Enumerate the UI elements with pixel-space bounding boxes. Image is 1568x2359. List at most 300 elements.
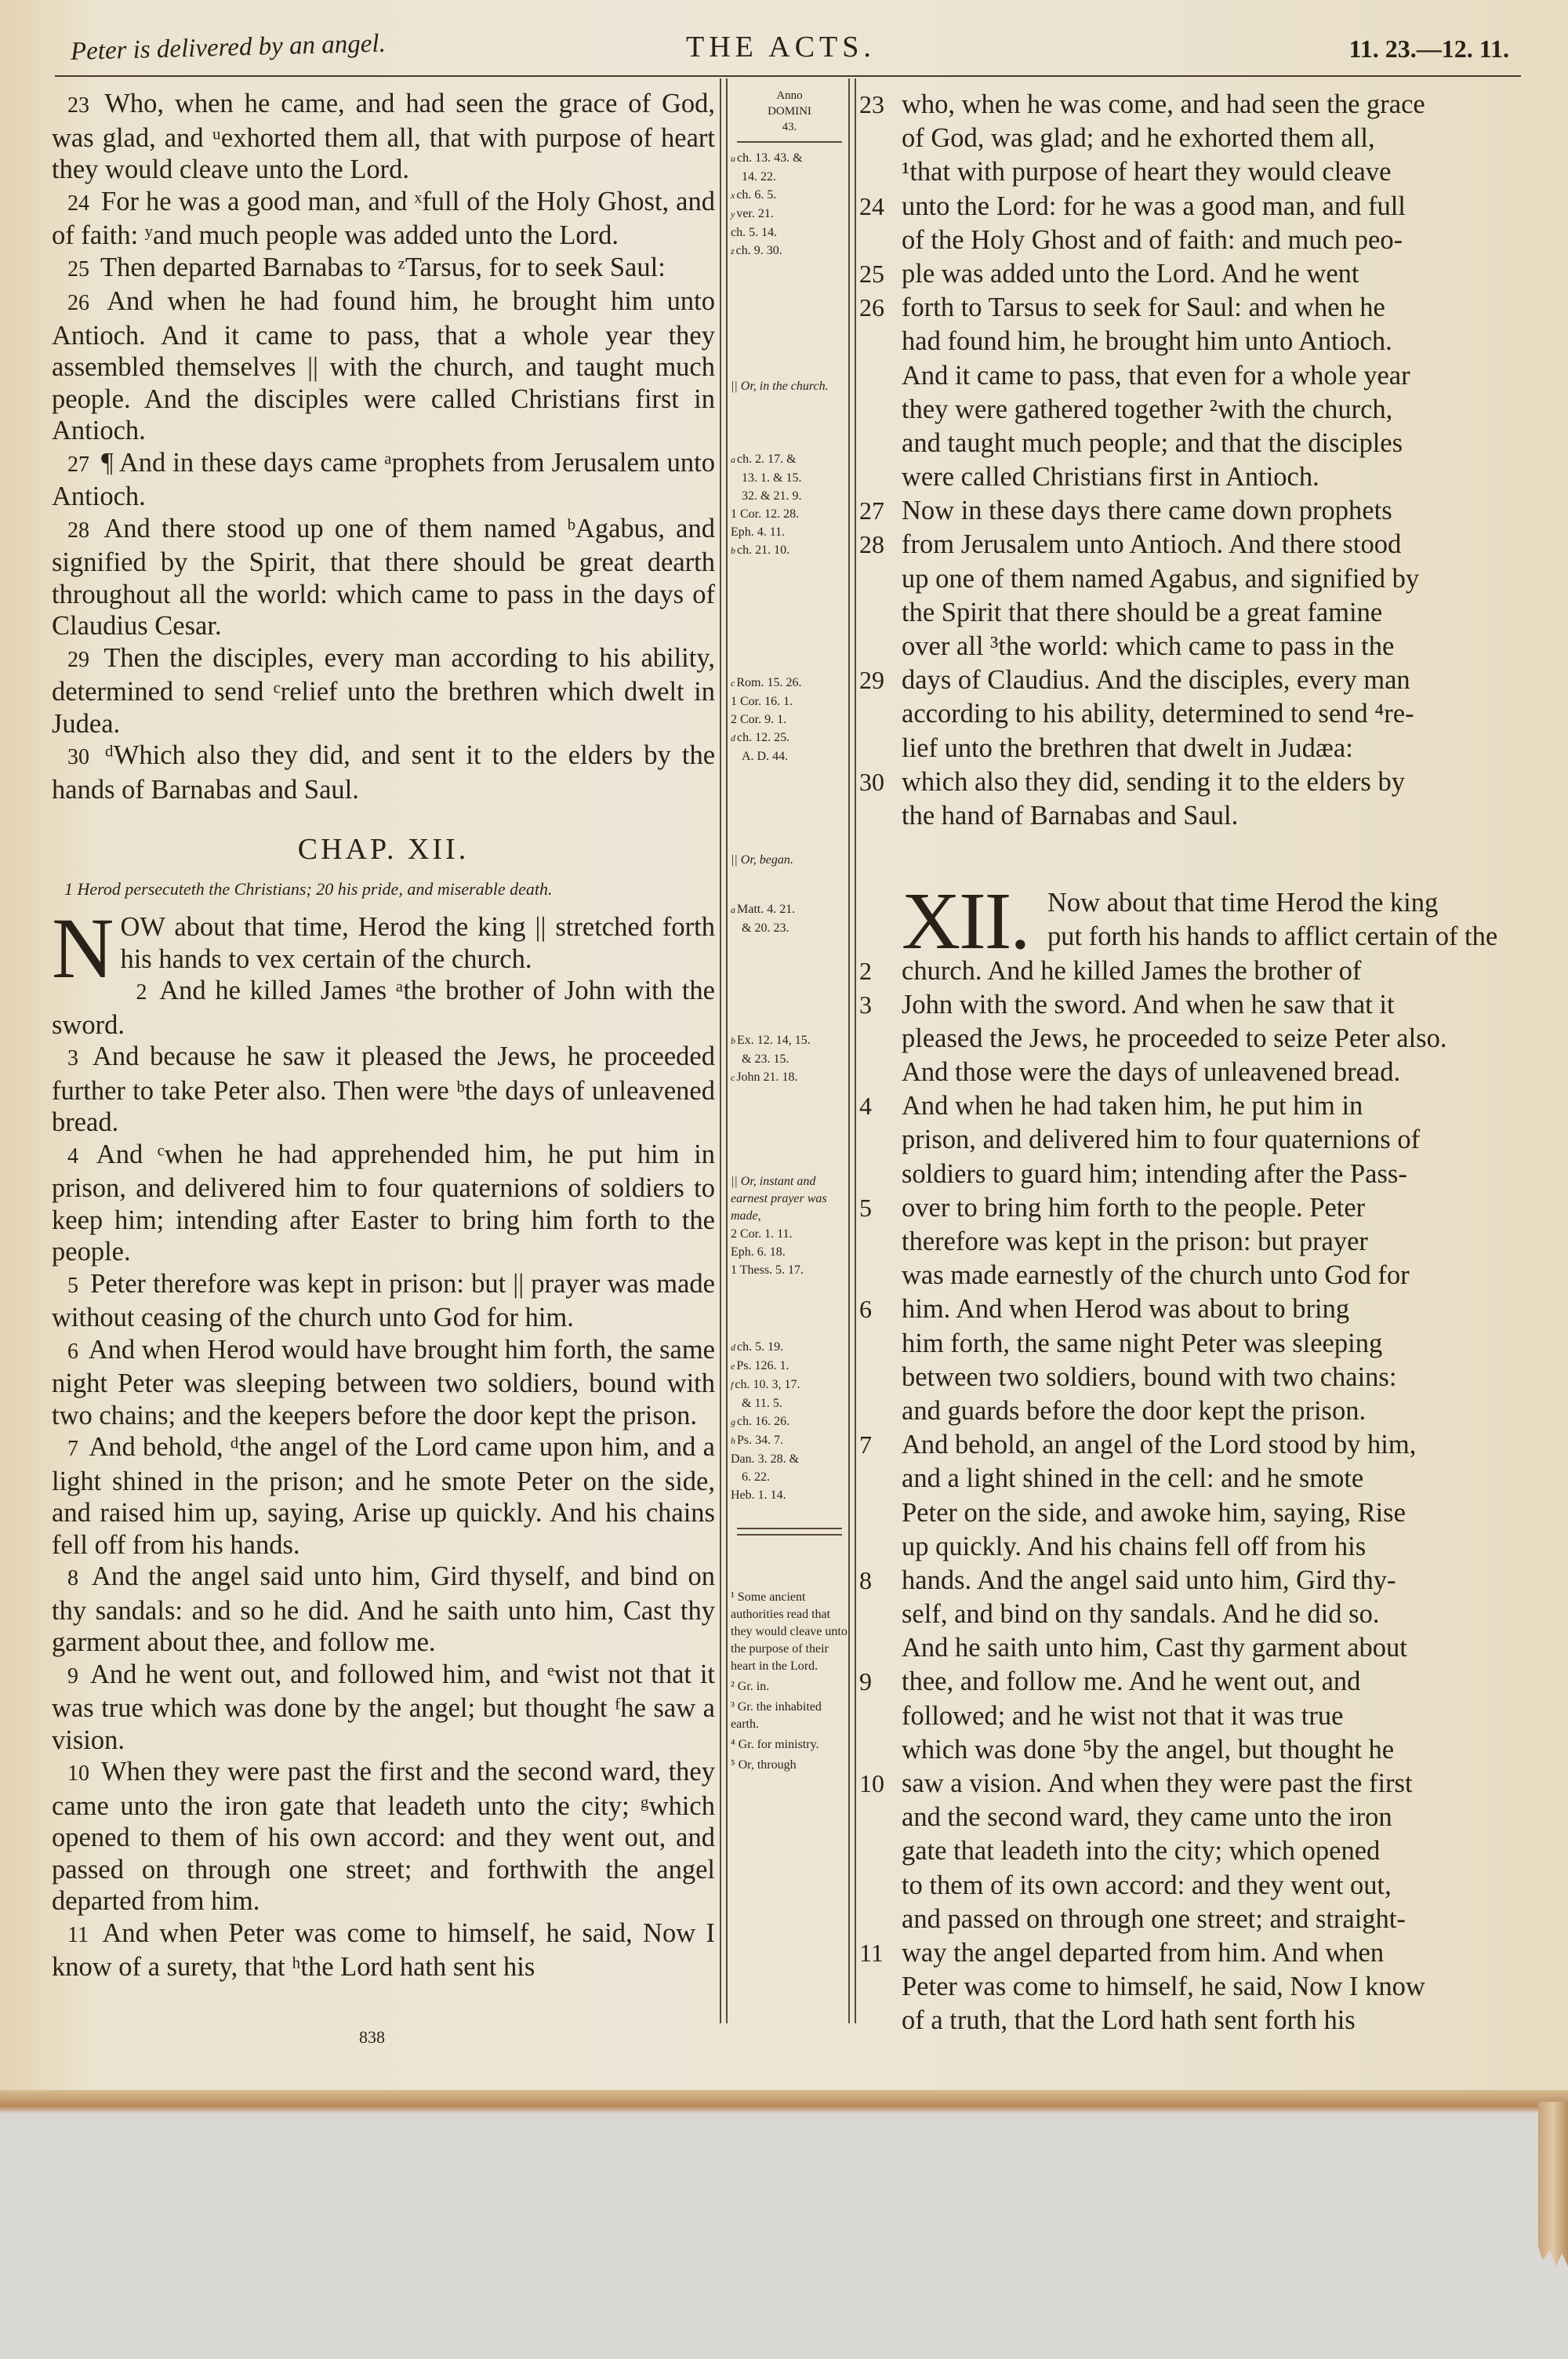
margin-refs: [731, 900, 848, 937]
reference-mark: a: [731, 454, 735, 465]
bookmark-ribbon: [1538, 2102, 1568, 2266]
rv-verse-number: 27: [859, 496, 884, 525]
verse: [52, 1756, 715, 1917]
verse: [52, 1334, 715, 1432]
anno-label: Anno: [776, 89, 803, 102]
rv-line: [859, 1292, 1518, 1326]
rv-verse-number: 9: [859, 1667, 872, 1696]
rv-line-text: pleased the Jews, he proceeded to seize Peter also.: [902, 1023, 1447, 1053]
rv-verse-number: 11: [859, 1938, 884, 1967]
verse-text: Peter therefore was kept in prison: but || prayer was made without ceasing of the church unto God for him.: [52, 1268, 715, 1332]
reference-text: 2 Cor. 9. 1.: [731, 713, 787, 726]
verse: [52, 186, 715, 252]
domini-label: DOMINI: [768, 105, 811, 118]
verse: [52, 1041, 715, 1139]
rv-verse-number: 7: [859, 1430, 872, 1459]
margin-reference: [731, 1486, 848, 1504]
verse-text: When they were past the first and the second ward, they came unto the iron gate that leadeth unto the city; ᵍwhich opened to them of his own accord: and they went out, and passed on through one street; and forthwith the angel departed from him.: [52, 1757, 715, 1916]
rv-line-text: And when he had taken him, he put him in: [902, 1091, 1363, 1121]
rv-line-text: thee, and follow me. And he went out, and: [902, 1667, 1361, 1697]
rv-verse-number: 4: [859, 1092, 872, 1121]
rv-line: [859, 427, 1518, 460]
page-edge: [0, 2090, 1568, 2114]
verse: [52, 1561, 715, 1659]
rv-line-text: forth to Tarsus to seek for Saul: and when he: [902, 293, 1385, 323]
reference-text: ver. 21.: [736, 207, 774, 220]
verse-text: And the angel said unto him, Gird thyself, and bind on thy sandals: and so he did. And he saith unto him, Cast thy garment about thee, and follow me.: [52, 1561, 715, 1657]
verse-text: And he went out, and followed him, and ᵉwist not that it was true which was done by the angel; but thought ᶠhe saw a vision.: [52, 1659, 715, 1755]
rv-line-text: ple was added unto the Lord. And he went: [902, 258, 1359, 289]
rv-line-text: ¹that with purpose of heart they would cleave: [902, 157, 1392, 187]
verse-text: And when Herod would have brought him forth, the same night Peter was sleeping between two soldiers, bound with two chains; and the keepers before the door kept the prison.: [52, 1334, 715, 1430]
margin-reference: [731, 674, 848, 692]
rv-line-text: from Jerusalem unto Antioch. And there stood: [902, 529, 1402, 560]
rv-line-text: up quickly. And his chains fell off from his: [902, 1531, 1367, 1561]
rv-line: [859, 1699, 1518, 1733]
rv-footnote: ³ Gr. the inhabited earth.: [731, 1700, 822, 1731]
rv-footnote: ⁴ Gr. for ministry.: [731, 1738, 819, 1751]
rv-line-text: self, and bind on thy sandals. And he did so.: [902, 1599, 1380, 1630]
margin-reference: [731, 487, 848, 505]
reference-text: 14. 22.: [742, 170, 776, 184]
verse-number: 24: [67, 191, 89, 216]
rv-line-text: over to bring him forth to the people. Peter: [902, 1192, 1366, 1223]
rv-line-text: the hand of Barnabas and Saul.: [902, 800, 1239, 831]
rv-line: [859, 663, 1518, 697]
rv-line: [859, 1361, 1518, 1394]
rv-footnote: ⁵ Or, through: [731, 1758, 797, 1772]
verse: [52, 447, 715, 513]
reference-mark: c: [731, 678, 735, 689]
rv-chapter-11-lines: [859, 88, 1518, 833]
reference-text: Eph. 6. 18.: [731, 1245, 786, 1259]
reference-text: & 20. 23.: [742, 921, 789, 935]
margin-reference: [731, 1050, 848, 1068]
reference-mark: h: [731, 1435, 735, 1446]
margin-reference: [731, 1068, 848, 1087]
rv-verse-number: 3: [859, 990, 872, 1019]
rv-chapter-12-lines: [859, 876, 1518, 2037]
rv-line: [859, 122, 1518, 155]
margin-rule: [737, 1534, 842, 1536]
chapter-summary: 1 Herod persecuteth the Christians; 20 his pride, and miserable death.: [64, 878, 553, 899]
book-title: THE ACTS.: [686, 31, 876, 64]
reference-text: ch. 9. 30.: [735, 244, 782, 257]
verse-text: Then departed Barnabas to ᶻTarsus, for to seek Saul:: [100, 252, 666, 282]
rv-line: [859, 325, 1518, 358]
rv-verse-number: 26: [859, 293, 884, 322]
reference-mark: x: [731, 190, 735, 201]
margin-rule: [737, 141, 842, 143]
reference-mark: g: [731, 1416, 735, 1427]
rv-verse-number: 6: [859, 1295, 872, 1324]
margin-reference: [731, 1225, 848, 1243]
margin-reference: [731, 900, 848, 919]
verse-text: ᵈWhich also they did, and sent it to the elders by the hands of Barnabas and Saul.: [52, 740, 716, 805]
verse: [52, 1268, 715, 1334]
rv-line: [859, 1869, 1518, 1903]
rv-verse-number: 5: [859, 1193, 872, 1222]
reference-mark: u: [731, 153, 735, 164]
rv-line: [859, 257, 1518, 291]
chapter-range: 11. 23.—12. 11.: [1348, 35, 1509, 63]
rv-line-text: hands. And the angel said unto him, Gird thy-: [902, 1565, 1396, 1595]
rv-line-text: way the angel departed from him. And when: [902, 1937, 1385, 1968]
rv-verse-number: 24: [859, 191, 884, 220]
verse: [52, 642, 715, 740]
rv-line-text: up one of them named Agabus, and signified by: [902, 563, 1420, 594]
reference-text: ch. 5. 14.: [731, 226, 778, 239]
reference-text: Eph. 4. 11.: [731, 525, 786, 539]
verse: [52, 513, 715, 642]
rv-line: [859, 886, 1518, 920]
verse: [52, 252, 715, 286]
verse-text: For he was a good man, and ˣfull of the Holy Ghost, and of faith: ʸand much people was added unto the Lord.: [52, 186, 715, 250]
rv-line: [859, 697, 1518, 731]
rv-line-text: unto the Lord: for he was a good man, and full: [902, 191, 1406, 221]
column-rule-right-inner: [855, 78, 856, 2023]
rv-line-text: followed; and he wist not that it was true: [902, 1700, 1344, 1731]
rv-line-text: had found him, he brought him unto Antioch.: [902, 326, 1392, 357]
rv-verse-number: 2: [859, 956, 872, 985]
rv-line-text: and taught much people; and that the disciples: [902, 427, 1403, 458]
reference-mark: b: [731, 545, 735, 556]
rv-line-text: to them of its own accord: and they went out,: [902, 1870, 1392, 1900]
reference-text: & 11. 5.: [742, 1397, 782, 1410]
verse-number: 7: [67, 1437, 78, 1461]
rv-line: [859, 562, 1518, 596]
verse: [52, 740, 715, 805]
rv-chapter-12-opening: [859, 876, 1518, 2037]
chapter-numeral: XII.: [902, 876, 1029, 967]
rv-verse-number: 28: [859, 530, 884, 559]
reference-text: 6. 22.: [742, 1470, 770, 1484]
margin-reference: [731, 541, 848, 560]
rv-line-text: Now in these days there came down prophets: [902, 496, 1392, 526]
rv-line: [859, 88, 1518, 122]
verse: [52, 1659, 715, 1757]
chapter-11-verses: [52, 88, 715, 805]
kjv-column: [52, 88, 715, 1983]
rv-line: [859, 1191, 1518, 1225]
reference-text: 1 Thess. 5. 17.: [731, 1263, 804, 1277]
column-rule-right: [848, 78, 850, 2023]
verse-text: And when Peter was come to himself, he said, Now I know of a surety, that ʰthe Lord hath sent his: [52, 1917, 715, 1982]
reference-text: Matt. 4. 21.: [737, 903, 796, 916]
margin-reference: [731, 1243, 848, 1261]
verse-text: Who, when he came, and had seen the grace of God, was glad, and ᵘexhorted them all, that with purpose of heart they would cleave unto the Lord.: [52, 89, 715, 184]
rv-footnotes: [731, 1589, 848, 1774]
rv-line-text: was made earnestly of the church unto God for: [902, 1260, 1410, 1291]
margin-reference: [731, 450, 848, 469]
rv-line: [859, 1089, 1518, 1123]
margin-reference: [731, 469, 848, 487]
rv-line-text: him forth, the same night Peter was sleeping: [902, 1328, 1383, 1358]
rv-line: [859, 1225, 1518, 1259]
rv-line: [859, 2004, 1518, 2037]
rv-line: [859, 1022, 1518, 1056]
margin-reference: [731, 747, 848, 765]
margin-refs: [731, 450, 848, 560]
verse: [52, 285, 715, 447]
reference-mark: d: [731, 732, 735, 743]
rv-line-text: him. And when Herod was about to bring: [902, 1294, 1350, 1325]
rv-line-text: And behold, an angel of the Lord stood by him,: [902, 1430, 1417, 1460]
rv-line: [859, 1496, 1518, 1530]
rv-line: [859, 1123, 1518, 1157]
verse-text: Then the disciples, every man according to his ability, determined to send ᶜrelief unto the brethren which dwelt in Judea.: [52, 642, 715, 739]
reference-text: Heb. 1. 14.: [731, 1488, 786, 1502]
margin-reference: [731, 1431, 848, 1450]
rv-line: [859, 460, 1518, 494]
rv-line-text: therefore was kept in the prison: but prayer: [902, 1227, 1368, 1256]
verse-text: And there stood up one of them named ᵇAgabus, and signified by the Spirit, that there should be great dearth throughout all the world: which came to pass in the days of Claudius Cesar.: [52, 513, 715, 641]
margin-reference: [731, 224, 848, 242]
rv-line-text: prison, and delivered him to four quaternions of: [902, 1125, 1421, 1155]
margin-note-church: || Or, in the church.: [731, 380, 829, 393]
rv-line: [859, 1631, 1518, 1665]
rv-verse-number: 8: [859, 1565, 872, 1594]
verse-text: And behold, ᵈthe angel of the Lord came upon him, and a light shined in the prison; and he smote Peter on the side, and raised him up, saying, Arise up quickly. And his chains fell off from his hands.: [52, 1432, 715, 1560]
rv-line: [859, 1056, 1518, 1089]
margin-reference: [731, 692, 848, 711]
verse-number: 26: [67, 291, 89, 315]
rv-line: [859, 291, 1518, 325]
margin-refs: [731, 1225, 848, 1279]
verse-number: 23: [67, 93, 89, 118]
reference-mark: b: [731, 1035, 735, 1046]
rv-line: [859, 1564, 1518, 1598]
rv-line: [859, 596, 1518, 630]
rv-line: [859, 224, 1518, 257]
verse-number: 9: [67, 1663, 78, 1688]
verse-number: 10: [67, 1761, 89, 1786]
verse-number: 3: [67, 1046, 78, 1070]
reference-text: John 21. 18.: [736, 1070, 798, 1084]
reference-text: ch. 12. 25.: [737, 731, 790, 744]
rv-line-text: Now about that time Herod the king: [1047, 888, 1439, 918]
rv-line-text: who, when he was come, and had seen the grace: [902, 89, 1425, 119]
rv-line: [859, 190, 1518, 224]
verse-number: 25: [67, 256, 89, 282]
rv-footnote: ¹ Some ancient authorities read that they would cleave unto the purpose of their heart in the Lord.: [731, 1590, 848, 1673]
verse-number: 29: [67, 647, 89, 672]
rv-line: [859, 1903, 1518, 1936]
verse-text: And because he saw it pleased the Jews, he proceeded further to take Peter also. Then were ᵇthe days of unleavened bread.: [52, 1041, 715, 1137]
reference-text: ch. 6. 5.: [736, 188, 777, 202]
verse-text: ¶ And in these days came ᵃprophets from Jerusalem unto Antioch.: [52, 447, 715, 511]
reference-mark: y: [731, 209, 735, 220]
verse-number: 30: [67, 745, 89, 769]
reference-mark: e: [731, 1361, 735, 1372]
reference-text: Dan. 3. 28. &: [731, 1452, 800, 1466]
reference-text: ch. 10. 3, 17.: [735, 1378, 800, 1391]
margin-reference: [731, 1357, 848, 1376]
margin-reference: [731, 186, 848, 205]
rv-line-text: gate that leadeth into the city; which opened: [902, 1836, 1381, 1866]
rv-line: [859, 1801, 1518, 1834]
rv-line: [859, 1259, 1518, 1292]
margin-reference: [731, 1261, 848, 1279]
margin-note-began: || Or, began.: [731, 853, 793, 867]
running-head: Peter is delivered by an angel.: [70, 29, 387, 66]
margin-reference: [731, 711, 848, 729]
reference-text: 32. & 21. 9.: [742, 489, 802, 503]
margin-reference: [731, 1394, 848, 1412]
rv-line-text: which also they did, sending it to the elders by: [902, 766, 1405, 797]
margin-reference: [731, 1376, 848, 1394]
reference-mark: z: [731, 245, 735, 256]
dropcap: N: [52, 900, 114, 996]
rv-footnote: ² Gr. in.: [731, 1680, 770, 1693]
rv-column: [859, 88, 1518, 2038]
rv-line: [859, 528, 1518, 562]
margin-note-instant: || Or, instant and earnest prayer was made,: [731, 1175, 827, 1223]
rv-verse-number: 23: [859, 90, 884, 118]
rv-line-text: saw a vision. And when they were past the first: [902, 1768, 1413, 1798]
reference-text: 2 Cor. 1. 11.: [731, 1227, 793, 1241]
rv-line-text: over all ³the world: which came to pass in the: [902, 631, 1395, 661]
verse-text: And he killed James ᵃthe brother of John with the sword.: [52, 976, 715, 1040]
rv-line: [859, 954, 1518, 988]
verse-number: 5: [67, 1273, 78, 1298]
reference-mark: c: [731, 1072, 735, 1083]
column-rule-left-inner: [726, 78, 728, 2023]
rv-line: [859, 1767, 1518, 1801]
rv-line-text: And those were the days of unleavened bread.: [902, 1057, 1401, 1088]
verse-number: 8: [67, 1566, 78, 1590]
rv-line-text: were called Christians first in Antioch.: [902, 462, 1319, 493]
reference-text: 1 Cor. 12. 28.: [731, 507, 800, 521]
rv-line-text: and guards before the door kept the prison.: [902, 1395, 1367, 1426]
rv-line-text: the Spirit that there should be a great famine: [902, 597, 1383, 627]
anno-year: 43.: [782, 121, 797, 133]
rv-line: [859, 393, 1518, 427]
rv-line-text: of God, was glad; and he exhorted them all,: [902, 123, 1375, 154]
margin-reference: [731, 523, 848, 541]
verse-text: And when he had found him, he brought him unto Antioch. And it came to pass, that a whole year they assembled themselves || with the church, and taught much people. And the disciples were called Christians first in Antioch.: [52, 286, 715, 445]
rv-line: [859, 799, 1518, 833]
rv-line: [859, 765, 1518, 799]
reference-text: ch. 2. 17. &: [737, 453, 797, 466]
page-number: 838: [359, 2027, 385, 2047]
margin-refs: [731, 149, 848, 260]
reference-text: & 23. 15.: [742, 1052, 789, 1066]
rv-line-text: Peter was come to himself, he said, Now I know: [902, 1972, 1425, 2002]
margin-reference: [731, 1412, 848, 1431]
rv-line: [859, 155, 1518, 189]
margin-refs: [731, 674, 848, 765]
rv-line: [859, 1598, 1518, 1631]
reference-text: ch. 21. 10.: [737, 543, 790, 557]
verse-1: [52, 900, 715, 996]
chapter-12-verses: [52, 975, 715, 1983]
margin-reference: [731, 919, 848, 937]
rv-line: [859, 1158, 1518, 1191]
rv-line: [859, 1970, 1518, 2004]
reference-text: 1 Cor. 16. 1.: [731, 695, 793, 708]
margin-reference: [731, 1468, 848, 1486]
rv-line: [859, 1462, 1518, 1496]
header-rule: [55, 75, 1521, 77]
reference-mark: f: [731, 1379, 734, 1390]
rv-verse-number: 25: [859, 259, 884, 288]
rv-line-text: between two soldiers, bound with two chains:: [902, 1361, 1397, 1392]
rv-line-text: lief unto the brethren that dwelt in Judæa:: [902, 732, 1353, 763]
verse-number: 11: [67, 1922, 89, 1947]
page-header: [71, 28, 1521, 75]
margin-rule: [737, 1528, 842, 1529]
verse: [52, 1917, 715, 1983]
verse-number: 28: [67, 518, 89, 543]
rv-verse-number: 10: [859, 1769, 884, 1797]
reference-mark: d: [731, 1342, 735, 1353]
rv-line-text: Peter on the side, and awoke him, saying, Rise: [902, 1497, 1406, 1528]
verse-text: And ᶜwhen he had apprehended him, he put him in prison, and delivered him to four quaternions of soldiers to keep him; intending after Easter to bring him forth to the people.: [52, 1139, 715, 1267]
verse-number: 4: [67, 1143, 78, 1169]
rv-line: [859, 1733, 1518, 1767]
margin-reference: [731, 205, 848, 224]
reference-text: Ps. 126. 1.: [736, 1359, 789, 1372]
verse-number: 2: [136, 980, 147, 1005]
verse: [52, 1431, 715, 1561]
margin-refs: [731, 1031, 848, 1087]
verse: [52, 1139, 715, 1268]
margin-reference: [731, 168, 848, 186]
margin-reference: [731, 242, 848, 260]
rv-line: [859, 1936, 1518, 1970]
rv-line-text: church. And he killed James the brother of: [902, 955, 1362, 986]
rv-verse-number: 29: [859, 666, 884, 695]
rv-line: [859, 1834, 1518, 1868]
reference-text: A. D. 44.: [742, 750, 789, 763]
verse-1-text: OW about that time, Herod the king || stretched forth his hands to vex certain of the church.: [120, 912, 715, 974]
rv-line: [859, 920, 1518, 954]
rv-line-text: John with the sword. And when he saw that it: [902, 989, 1395, 1020]
verse: [52, 88, 715, 186]
reference-text: ch. 5. 19.: [737, 1340, 784, 1354]
rv-line-text: and passed on through one street; and straight-: [902, 1903, 1406, 1934]
rv-line-text: put forth his hands to afflict certain of the: [1047, 921, 1498, 952]
rv-line: [859, 1530, 1518, 1564]
anno-domini: [731, 88, 848, 135]
margin-column: [731, 88, 848, 1777]
rv-verse-number: 30: [859, 767, 884, 796]
rv-line: [859, 1665, 1518, 1699]
rv-line: [859, 1428, 1518, 1462]
reference-text: Rom. 15. 26.: [736, 676, 802, 689]
verse-number: 27: [67, 452, 89, 477]
rv-line-text: according to his ability, determined to send ⁴re-: [902, 699, 1414, 729]
rv-line-text: which was done ⁵by the angel, but thought he: [902, 1734, 1395, 1765]
margin-refs: [731, 1338, 848, 1504]
rv-line: [859, 1327, 1518, 1361]
margin-reference: [731, 505, 848, 523]
rv-line: [859, 732, 1518, 765]
column-rule-left: [720, 78, 721, 2023]
margin-reference: [731, 1450, 848, 1468]
margin-reference: [731, 729, 848, 747]
rv-line-text: And he saith unto him, Cast thy garment about: [902, 1633, 1407, 1663]
rv-line-text: and a light shined in the cell: and he smote: [902, 1463, 1364, 1494]
rv-line: [859, 494, 1518, 528]
rv-line-text: of the Holy Ghost and of faith: and much peo-: [902, 224, 1403, 255]
margin-reference: [731, 1338, 848, 1357]
rv-line: [859, 988, 1518, 1022]
verse-number: 6: [67, 1339, 78, 1364]
rv-line: [859, 359, 1518, 393]
rv-line-text: And it came to pass, that even for a whole year: [902, 360, 1410, 391]
